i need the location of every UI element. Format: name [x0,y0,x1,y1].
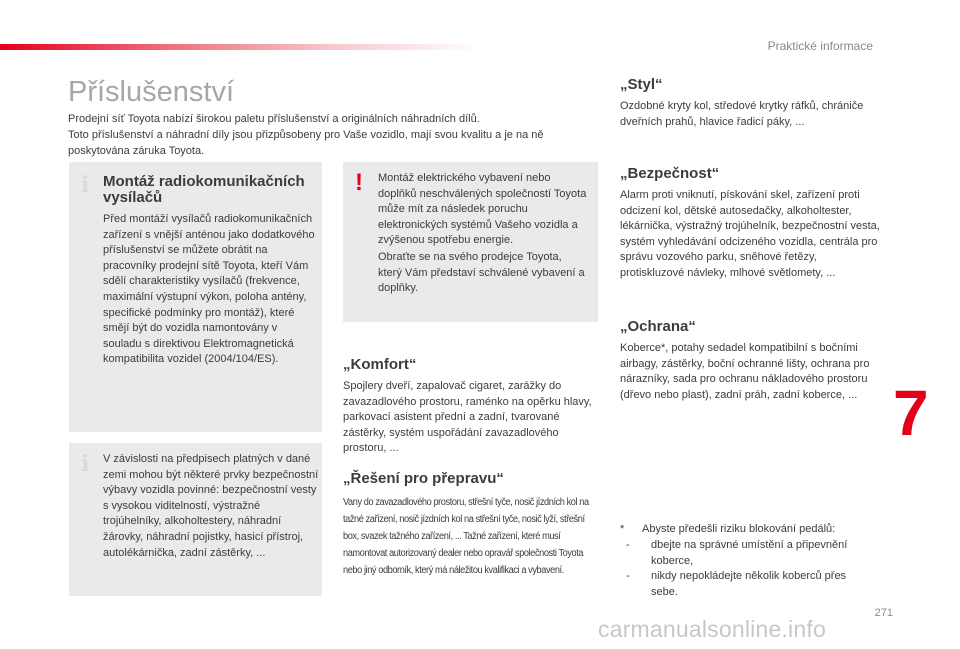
info-box-radio-heading: Montáž radiokomunikačních vysílačů [103,173,305,206]
header-accent-bar [0,44,480,50]
info-box-safety-text: V závislosti na předpisech platných v dané zemi mohou být některé prvky bezpečnostní výbavy vozidla povinné: bezpečnostní vesty s vysokou viditelností, výstražné trojúhelníky, alkoholtestery, náhradní žárovky, náhradní pojistky, hasicí přístroj, autolékárnička, zadní zástěrky, ... [103,453,319,559]
footnote-item-text: nikdy nepokládejte několik koberců přes sebe. [651,570,847,598]
section-header: Praktické informace [767,39,873,53]
footnote-item-text: dbejte na správné umístění a připevnění koberce, [651,539,848,567]
footnote-list [626,538,876,600]
intro-text [68,111,598,159]
preprava-heading: „Řešení pro přepravu“ [343,470,504,487]
page-number: 271 [874,607,893,619]
footnote-star: * [620,523,625,535]
info-icon: i [81,451,90,477]
preprava-text: Vany do zavazadlového prostoru, střešní tyče, nosič jízdních kol na tažné zařízení, nosič jízdních kol na střešní tyče, nosič lyží, střešní box, svazek tažného zařízení, ... Tažné zařízení, které musí namontovat autorizovaný dealer nebo opravář společnosti Toyota nebo jiný odborník, který má náležitou kvalifikaci a vybavení. [343,497,589,576]
intro-line-2: Toto příslušenství a náhradní díly jsou přizpůsobeny pro Vaše vozidlo, mají svou kvalitu a je na ně poskytována záruka Toyota. [68,129,544,157]
ochrana-text: Koberce*, potahy sedadel kompatibilní s bočními airbagy, zástěrky, boční ochranné lišty, ochrana pro nárazníky, sada pro ochranu nákladového prostoru (dřevo nebo plast), zadní práh, zadní koberce, ... [620,342,870,401]
warning-box-text-1: Montáž elektrického vybavení nebo doplňků neschválených společností Toyota může mít za následek poruchu elektronických systémů Vašeho vozidla a zvýšenou spotřebu energie. [378,172,587,247]
komfort-heading: „Komfort“ [343,356,417,373]
watermark: carmanualsonline.info [598,616,826,642]
footnote-lead: Abyste předešli riziku blokování pedálů: [642,523,836,535]
warning-box-text-2: Obraťte se na svého prodejce Toyota, který Vám představí schválené vybavení a doplňky. [378,251,585,295]
info-box-safety [69,443,322,596]
styl-text: Ozdobné kryty kol, středové krytky ráfků, chrániče dveřních prahů, hlavice řadicí páky, ... [620,100,864,128]
warning-box [343,162,598,322]
intro-line-1: Prodejní síť Toyota nabízí širokou paletu příslušenství a originálních náhradních dílů. [68,113,480,125]
info-box-radio [69,162,322,432]
list-item [626,538,876,569]
page-title: Příslušenství [68,76,234,108]
bezpecnost-text: Alarm proti vniknutí, pískování skel, zařízení proti odcizení kol, dětské autosedačky, alkoholtester, lékárnička, výstražný trojúhelník, bezpečnostní vesta, systém vyhledávání odcizeného vozidla, centrála pro správu vozového parku, sněhové řetězy, protiskluzové návleky, mlhové světlomety, ... [620,189,880,279]
komfort-text: Spojlery dveří, zapalovač cigaret, zarážky do zavazadlového prostoru, raménko na opěrku hlavy, parkovací asistent přední a zadní, tvarované zástěrky, systém uspořádání zavazadlového prostoru, ... [343,380,592,455]
ochrana-heading: „Ochrana“ [620,318,696,335]
bezpecnost-heading: „Bezpečnost“ [620,165,720,182]
footnote-dash: - [626,539,630,551]
info-icon: i [81,172,90,198]
footnote-dash: - [626,570,630,583]
list-item [626,569,876,600]
warning-icon: ! [355,169,363,196]
chapter-number: 7 [893,377,929,449]
styl-heading: „Styl“ [620,76,663,93]
info-box-radio-text: Před montáží vysílačů radiokomunikačních zařízení s vnější anténou jako dodatkového příslušenství se můžete obrátit na pracovníky prodejní sítě Toyota, kteří Vám sdělí charakteristiky vysílačů (frekvence, maximální výstupní výkon, poloha antény, specifické podmínky pro montáž), které smějí být do vozidla namontovány v souladu s direktivou Elektromagnetická kompatibilita vozidel (2004/104/ES). [103,213,315,366]
